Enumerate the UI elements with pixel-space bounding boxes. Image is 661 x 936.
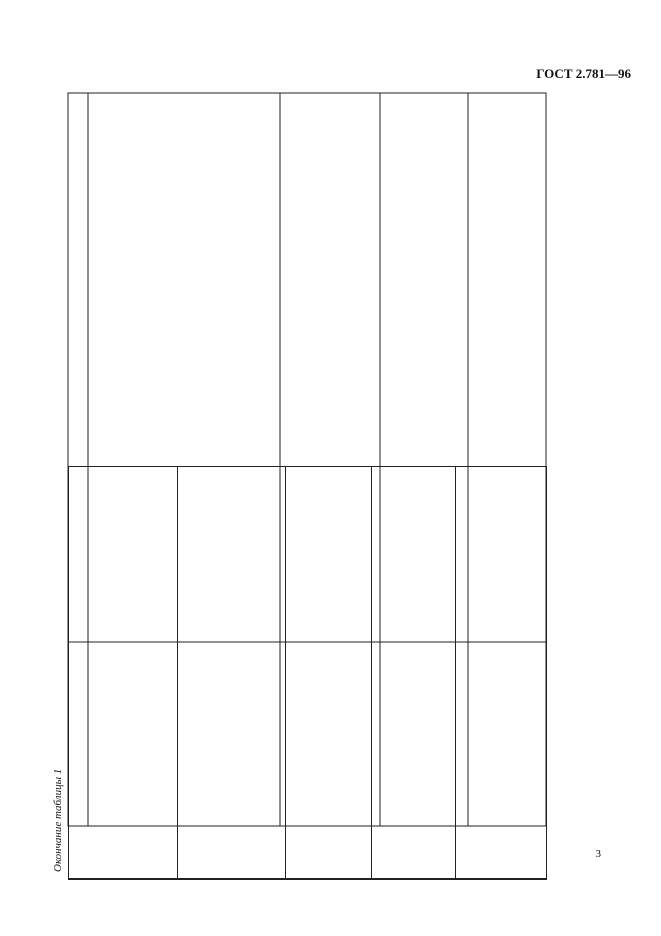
left-table-caption: Окончание таблицы 1 bbox=[52, 768, 64, 872]
left-table-border bbox=[68, 93, 546, 826]
standard-header: ГОСТ 2.781—96 bbox=[536, 66, 631, 81]
page-number: 3 bbox=[595, 848, 601, 860]
